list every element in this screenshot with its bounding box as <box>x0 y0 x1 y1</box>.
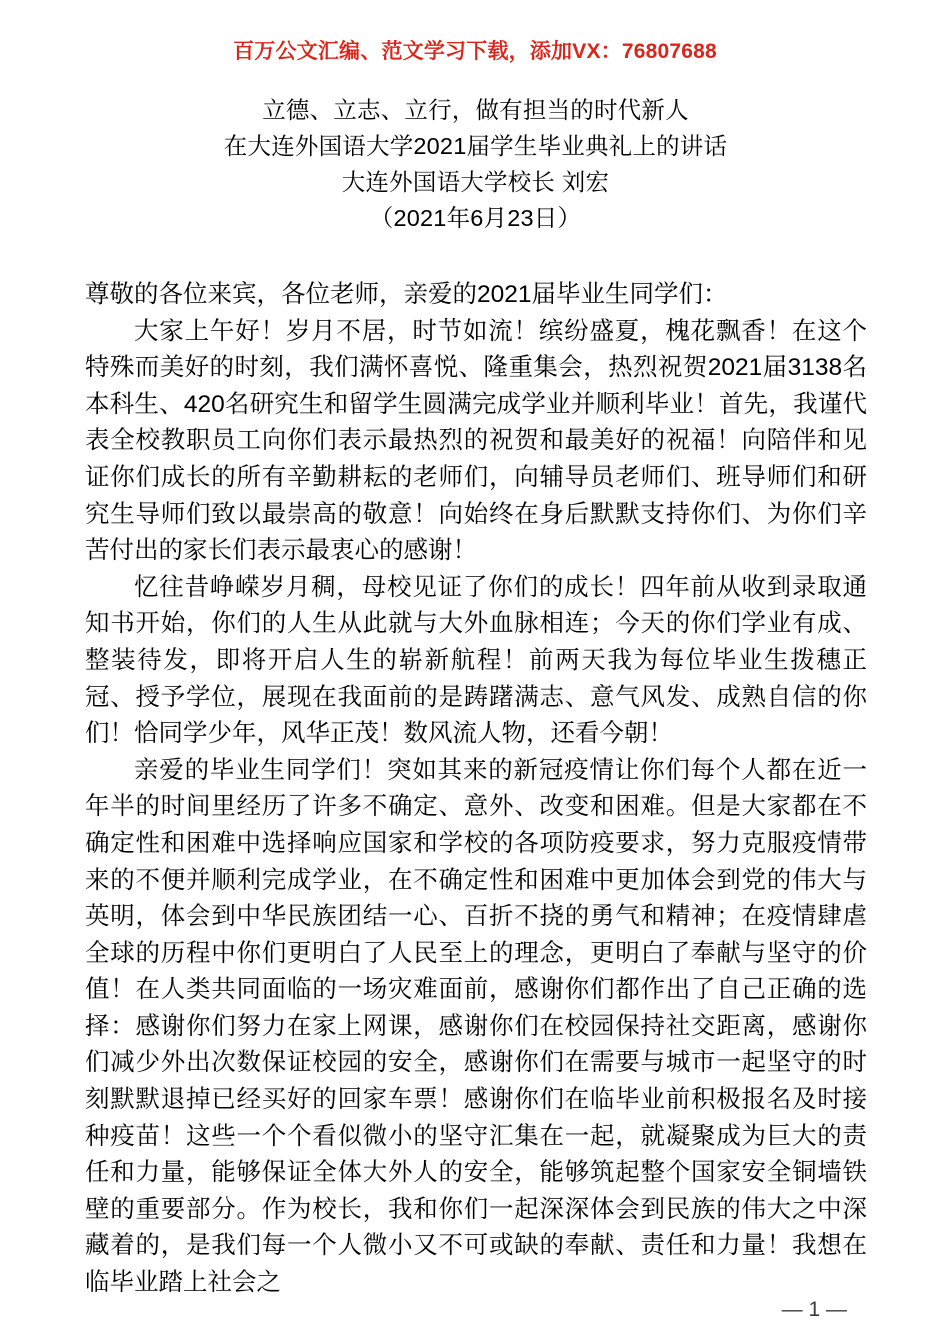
document-title-block <box>85 92 866 236</box>
promo-banner-text: 百万公文汇编、范文学习下载，添加VX：76807688 <box>233 40 717 63</box>
title-line-speaker: 大连外国语大学校长 刘宏 <box>341 169 610 195</box>
paragraph-greeting: 大家上午好！岁月不居，时节如流！缤纷盛夏，槐花飘香！在这个特殊而美好的时刻，我们满怀喜悦、隆重集会，热烈祝贺2021届3138名本科生、420名研究生和留学生圆满完成学业并顺利毕业！首先，我谨代表全校教职员工向你们表示最热烈的祝贺和最美好的祝福！向陪伴和见证你们成长的所有辛勤耕耘的老师们，向辅导员老师们、班导师们和研究生导师们致以最崇高的敬意！向始终在身后默默支持你们、为你们辛苦付出的家长们表示最衷心的感谢！ <box>85 317 867 565</box>
title-line-occasion: 在大连外国语大学2021届学生毕业典礼上的讲话 <box>223 133 728 159</box>
page-number-footer: — 1 — <box>781 1298 847 1321</box>
paragraph-retrospective: 忆往昔峥嵘岁月稠，母校见证了你们的成长！四年前从收到录取通知书开始，你们的人生从此就与大外血脉相连；今天的你们学业有成、整装待发，即将开启人生的崭新航程！前两天我为每位毕业生拨穗正冠、授予学位，展现在我面前的是踌躇满志、意气风发、成熟自信的你们！恰同学少年，风华正茂！数风流人物，还看今朝！ <box>85 573 867 748</box>
title-line-date: （2021年6月23日） <box>369 205 582 231</box>
title-line-main: 立德、立志、立行，做有担当的时代新人 <box>262 97 689 123</box>
promo-banner <box>0 41 950 62</box>
paragraph-salutation: 尊敬的各位来宾，各位老师，亲爱的2021届毕业生同学们： <box>85 281 728 308</box>
paragraph-pandemic: 亲爱的毕业生同学们！突如其来的新冠疫情让你们每个人都在近一年半的时间里经历了许多不确定、意外、改变和困难。但是大家都在不确定性和困难中选择响应国家和学校的各项防疫要求，努力克服疫情带来的不便并顺利完成学业，在不确定性和困难中更加体会到党的伟大与英明，体会到中华民族团结一心、百折不挠的勇气和精神；在疫情肆虐全球的历程中你们更明白了人民至上的理念，更明白了奉献与坚守的价值！在人类共同面临的一场灾难面前，感谢你们都作出了自己正确的选择：感谢你们努力在家上网课，感谢你们在校园保持社交距离，感谢你们减少外出次数保证校园的安全，感谢你们在需要与城市一起坚守的时刻默默退掉已经买好的回家车票！感谢你们在临毕业前积极报名及时接种疫苗！这些一个个看似微小的坚守汇集在一起，就凝聚成为巨大的责任和力量，能够保证全体大外人的安全，能够筑起整个国家安全铜墙铁壁的重要部分。作为校长，我和你们一起深深体会到民族的伟大之中深藏着的，是我们每一个人微小又不可或缺的奉献、责任和力量！我想在临毕业踏上社会之 <box>85 756 867 1297</box>
document-body <box>85 277 867 1302</box>
